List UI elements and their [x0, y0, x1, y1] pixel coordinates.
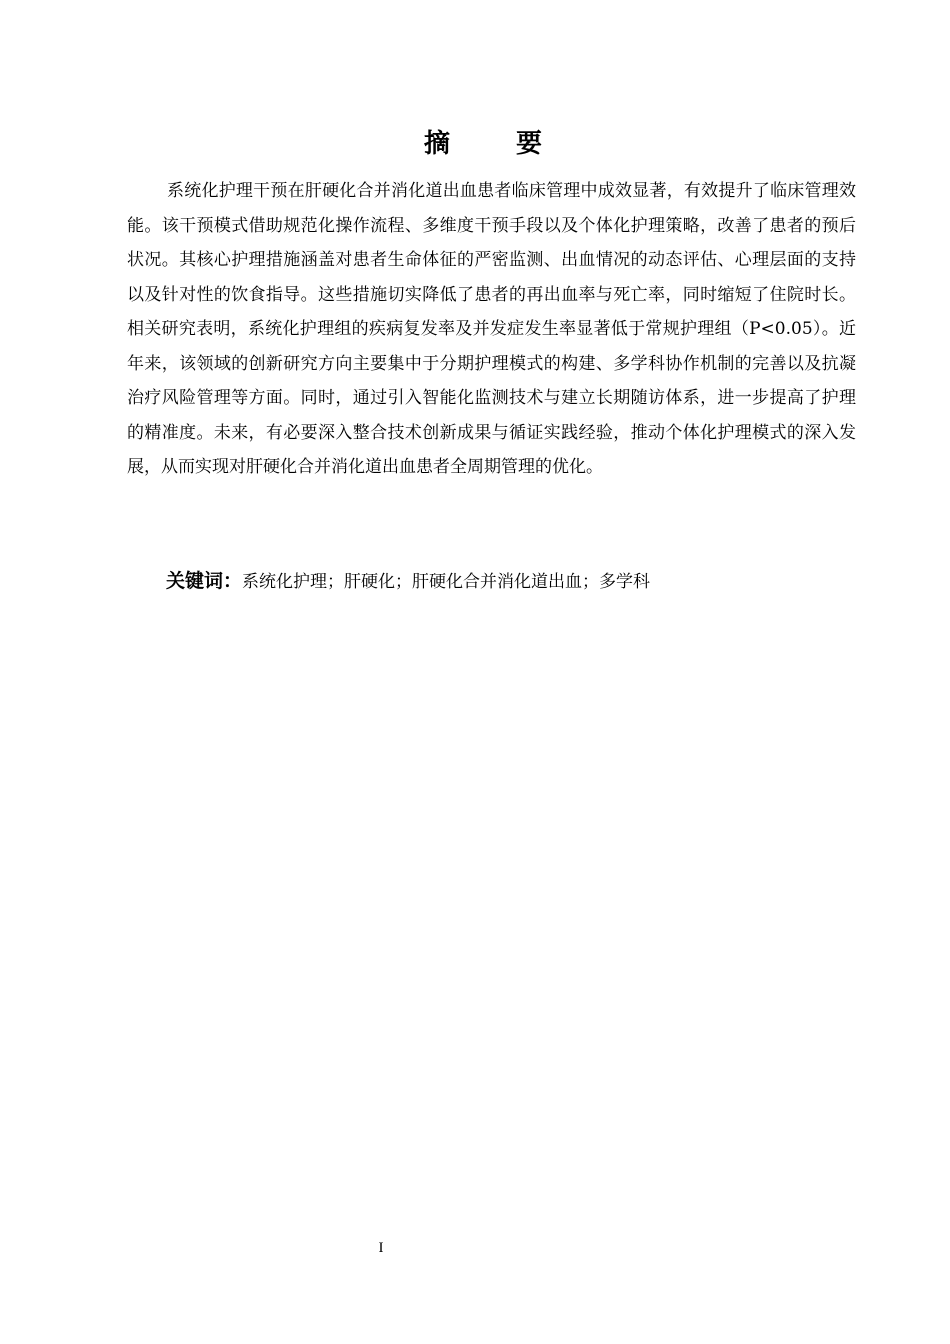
keywords-label: 关键词：: [166, 570, 243, 592]
abstract-body: 系统化护理干预在肝硬化合并消化道出血患者临床管理中成效显著，有效提升了临床管理效能。该干预模式借助规范化操作流程、多维度干预手段以及个体化护理策略，改善了患者的预后状况。其核心护理措施涵盖对患者生命体征的严密监测、出血情况的动态评估、心理层面的支持以及针对性的饮食指导。这些措施切实降低了患者的再出血率与死亡率，同时缩短了住院时长。相关研究表明，系统化护理组的疾病复发率及并发症发生率显著低于常规护理组（P<0.05）。近年来，该领域的创新研究方向主要集中于分期护理模式的构建、多学科协作机制的完善以及抗凝治疗风险管理等方面。同时，通过引入智能化监测技术与建立长期随访体系，进一步提高了护理的精准度。未来，有必要深入整合技术创新成果与循证实践经验，推动个体化护理模式的深入发展，从而实现对肝硬化合并消化道出血患者全周期管理的优化。: [127, 181, 856, 477]
keywords-line: [166, 564, 856, 599]
keywords-text: 系统化护理；肝硬化；肝硬化合并消化道出血；多学科: [242, 572, 651, 592]
page-number: I: [378, 1240, 384, 1256]
abstract-title: 摘 要: [423, 129, 562, 159]
